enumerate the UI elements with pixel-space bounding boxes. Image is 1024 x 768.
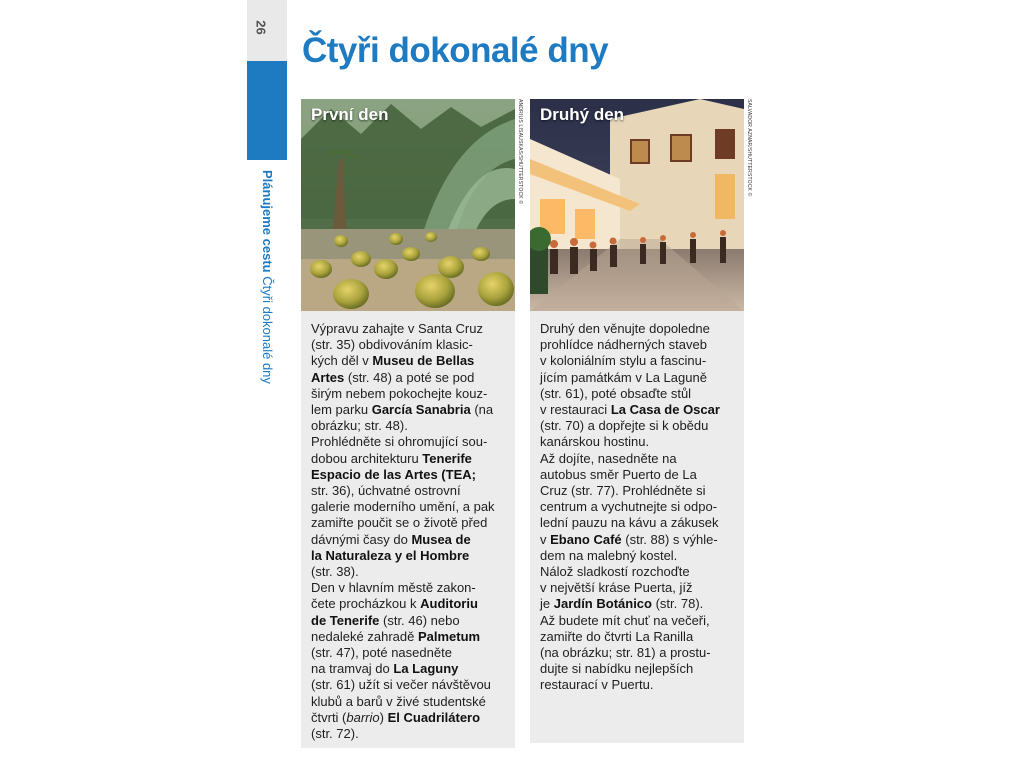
text-line: (str. 47), poté nasedněte xyxy=(311,645,452,661)
page-number: 26 xyxy=(253,20,269,35)
day2-photo-credit: SALVADOR AZNAR/SHUTTERSTOCK © xyxy=(746,99,752,197)
highlight-place: La Casa de Oscar xyxy=(610,402,720,418)
text-line: Artes (str. 48) a poté se pod xyxy=(311,369,475,385)
day1-title: První den xyxy=(311,105,389,124)
text-line: čete procházkou k Auditoriu xyxy=(311,596,478,612)
text-line: jícím památkám v La Laguně xyxy=(540,369,707,385)
text-line: autobus směr Puerto de La xyxy=(540,466,697,482)
text-line: Druhý den věnujte dopoledne xyxy=(540,321,710,336)
text-line: (na obrázku; str. 81) a prostu- xyxy=(540,645,711,661)
text-line: Prohlédněte si ohromující sou- xyxy=(311,434,488,450)
text-line: (str. 61), poté obsaďte stůl xyxy=(540,385,692,401)
text-line: obrázku; str. 48). xyxy=(311,418,408,434)
text-line: v koloniálním stylu a fascinu- xyxy=(540,353,707,369)
text-line: nedaleké zahradě Palmetum xyxy=(311,628,481,644)
text-line: zamiřte do čtvrti La Ranilla xyxy=(540,628,694,644)
text-line: prohlídce nádherných staveb xyxy=(540,337,707,353)
text-line: lem parku García Sanabria (na xyxy=(311,402,494,418)
day1-card xyxy=(301,99,515,748)
text-line: dujte si nabídku nejlepších xyxy=(540,661,694,677)
text-line: kanárskou hostinu. xyxy=(540,434,650,450)
text-line: dávnými časy do Musea de xyxy=(311,531,471,547)
highlight-place: de Tenerife xyxy=(311,612,380,628)
highlight-place: García Sanabria xyxy=(371,402,471,418)
text-line: Nálož sladkostí rozchoďte xyxy=(540,564,690,580)
highlight-place: Auditoriu xyxy=(420,596,478,612)
text-line: je Jardín Botánico (str. 78). xyxy=(540,596,704,612)
highlight-place: Ebano Café xyxy=(550,531,622,547)
text-line: (str. 61) užít si večer návštěvou xyxy=(311,677,491,693)
day1-photo xyxy=(301,99,515,311)
highlight-place: La Laguny xyxy=(393,661,459,677)
highlight-place: la Naturaleza y el Hombre xyxy=(311,547,470,563)
text-line: (str. 38). xyxy=(311,564,359,580)
day2-photo xyxy=(530,99,744,311)
text-line: zamiřte poučit se o životě před xyxy=(311,515,488,531)
cactus-garden-photo xyxy=(301,99,515,311)
highlight-place: Palmetum xyxy=(417,628,481,644)
day1-text xyxy=(311,321,511,742)
text-line: v Ebano Café (str. 88) s výhle- xyxy=(540,531,718,547)
street-cafe-photo xyxy=(530,99,744,311)
text-line: dem na malebný kostel. xyxy=(540,547,678,563)
day2-card xyxy=(530,99,744,743)
highlight-place: El Cuadrilátero xyxy=(387,709,481,725)
highlight-place: Musea de xyxy=(411,531,471,547)
text-line: klubů a barů v živé studentské xyxy=(311,693,486,709)
text-line: v restauraci La Casa de Oscar xyxy=(540,402,720,418)
text-line: kých děl v Museu de Bellas xyxy=(311,353,475,369)
section-side-label xyxy=(258,170,276,410)
text-line: lední pauzu na kávu a zákusek xyxy=(540,515,719,531)
page-title: Čtyři dokonalé dny xyxy=(302,31,609,70)
highlight-place: Artes xyxy=(311,369,345,385)
highlight-place: Museu de Bellas xyxy=(372,353,475,369)
text-line: Den v hlavním městě zakon- xyxy=(311,580,476,596)
day1-photo-credit: ANDRIUS LISAUSKAS/SHUTTERSTOCK © xyxy=(517,99,523,205)
day2-title: Druhý den xyxy=(540,105,625,124)
section-name: Plánujeme cestu xyxy=(260,170,275,273)
text-line: de Tenerife (str. 46) nebo xyxy=(311,612,460,628)
text-line: Cruz (str. 77). Prohlédněte si xyxy=(540,483,706,499)
text-line: dobou architekturu Tenerife xyxy=(311,450,472,466)
highlight-place: Jardín Botánico xyxy=(553,596,652,612)
text-line: na tramvaj do La Laguny xyxy=(311,661,459,677)
text-line: širým nebem pokochejte kouz- xyxy=(311,385,488,401)
text-line: v největší kráse Puerta, jíž xyxy=(540,580,693,596)
text-line: Výpravu zahajte v Santa Cruz xyxy=(311,321,483,336)
subsection-name: Čtyři dokonalé dny xyxy=(260,276,275,384)
text-line: str. 36), úchvatné ostrovní xyxy=(311,483,461,499)
highlight-place: Espacio de las Artes (TEA; xyxy=(311,466,476,482)
text-line: čtvrti (barrio) El Cuadrilátero xyxy=(311,709,481,725)
text-line: (str. 35) obdivováním klasic- xyxy=(311,337,473,353)
text-line: (str. 72). xyxy=(311,726,359,742)
text-line: galerie moderního umění, a pak xyxy=(311,499,495,515)
text-line: centrum a vychutnejte si odpo- xyxy=(540,499,718,515)
section-tab-accent xyxy=(247,61,287,160)
text-line: restaurací v Puertu. xyxy=(540,677,654,693)
text-line xyxy=(311,548,511,564)
text-line: Až budete mít chuť na večeři, xyxy=(540,612,710,628)
day2-text xyxy=(540,321,740,694)
text-line: Až dojíte, nasedněte na xyxy=(540,450,677,466)
highlight-place: Tenerife xyxy=(422,450,472,466)
text-line xyxy=(311,467,511,483)
text-line: (str. 70) a dopřejte si k obědu xyxy=(540,418,709,434)
italic-term: barrio xyxy=(346,709,380,725)
